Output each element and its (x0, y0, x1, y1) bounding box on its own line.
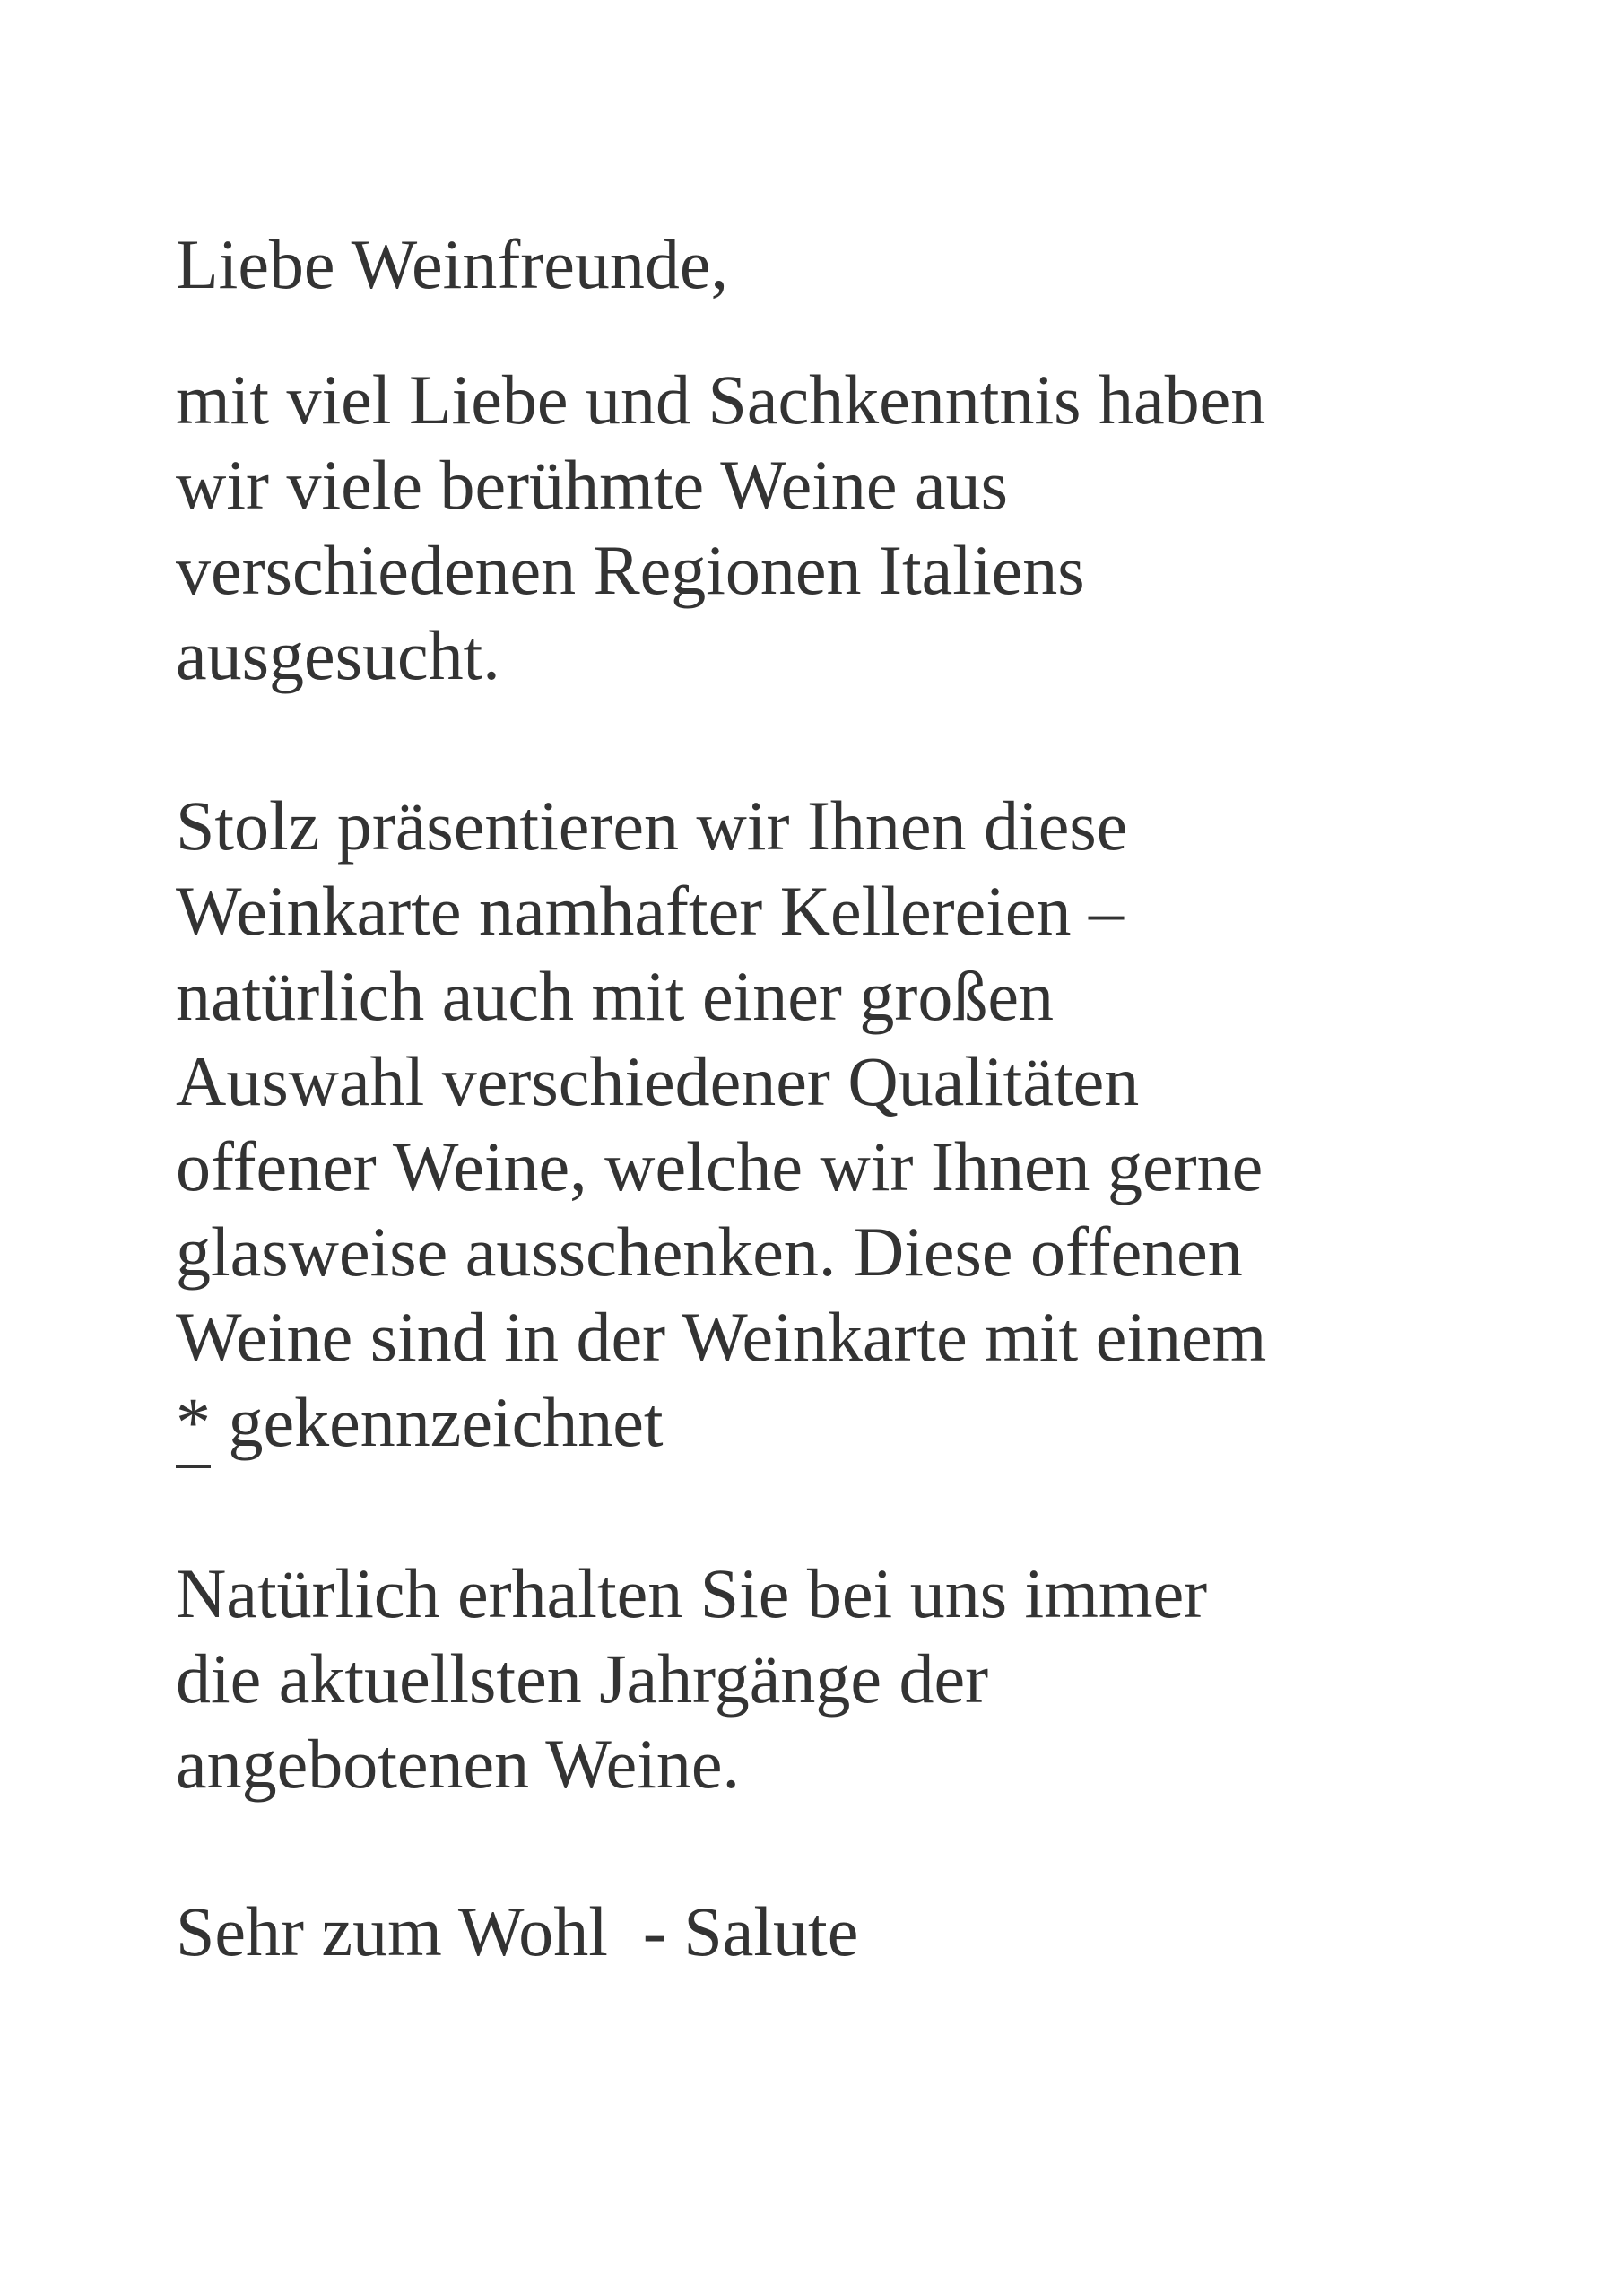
paragraph-line: offener Weine, welche wir Ihnen gerne (176, 1127, 1264, 1205)
paragraph-line: mit viel Liebe und Sachkenntnis haben (176, 361, 1266, 439)
paragraph-vintages (176, 1551, 1476, 1806)
greeting (176, 222, 1476, 307)
paragraph-wine-list (176, 783, 1476, 1465)
paragraph-line: verschiedenen Regionen Italiens (176, 531, 1085, 609)
closing (176, 1889, 1476, 1974)
paragraph-line: Weine sind in der Weinkarte mit einem (176, 1298, 1267, 1376)
paragraph-line: Auswahl verschiedener Qualitäten (176, 1042, 1140, 1120)
paragraph-line: die aktuellsten Jahrgänge der (176, 1639, 989, 1718)
marker-text: gekennzeichnet (211, 1383, 664, 1461)
marker-line (176, 1379, 1476, 1465)
paragraph-line: glasweise ausschenken. Diese offenen (176, 1213, 1243, 1291)
greeting-line: Liebe Weinfreunde, (176, 225, 729, 303)
paragraph-line: Weinkarte namhafter Kellereien – (176, 872, 1124, 950)
closing-line: Sehr zum Wohl - Salute (176, 1892, 859, 1970)
paragraph-intro (176, 357, 1476, 698)
paragraph-line: wir viele berühmte Weine aus (176, 446, 1008, 524)
paragraph-line: Natürlich erhalten Sie bei uns immer (176, 1554, 1208, 1632)
paragraph-line: ausgesucht. (176, 616, 500, 694)
asterisk-marker: * (176, 1383, 211, 1461)
paragraph-line: angebotenen Weine. (176, 1725, 741, 1803)
paragraph-line: natürlich auch mit einer großen (176, 957, 1054, 1035)
paragraph-line: Stolz präsentieren wir Ihnen diese (176, 787, 1128, 865)
